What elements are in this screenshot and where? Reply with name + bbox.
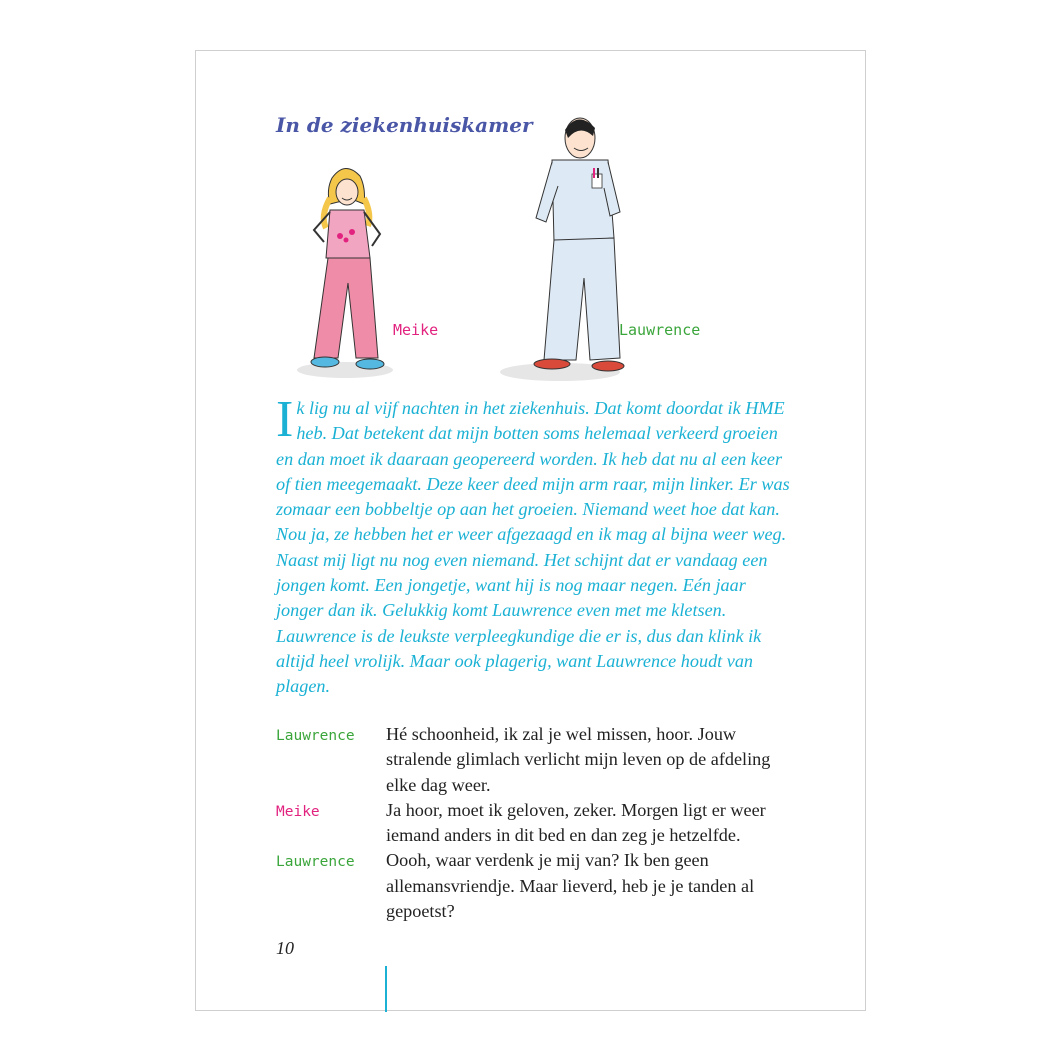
- chapter-title: In de ziekenhuiskamer: [276, 113, 533, 137]
- characters-illustration: [290, 108, 650, 393]
- speaker-name: Meike: [276, 803, 320, 820]
- page-marker-line: [385, 966, 387, 1012]
- dialogue-line: [276, 848, 796, 924]
- dialogue-text: Ja hoor, moet ik geloven, zeker. Morgen ligt er weer iemand anders in dit bed en dan zeg je hetzelfde.: [386, 799, 766, 846]
- story-paragraph: [276, 391, 796, 700]
- dialogue-text: Oooh, waar verdenk je mij van? Ik ben geen allemansvriendje. Maar lieverd, heb je je tanden al gepoetst?: [386, 850, 755, 922]
- speaker-name: Lauwrence: [276, 728, 355, 744]
- lauwrence-figure: [500, 118, 624, 381]
- lauwrence-label: Lauwrence: [619, 321, 701, 339]
- meike-figure: [297, 168, 393, 378]
- dialogue: [276, 722, 796, 924]
- story-text: k lig nu al vijf nachten in het ziekenhuis. Dat komt doordat ik HME heb. Dat betekent dat mijn botten soms helemaal verkeerd groeien en dan moet ik daaraan geopereerd worden. Ik heb dat nu al een keer of tien meegemaakt. Deze keer deed mijn arm raar, mijn linker. Er was zomaar een bobbeltje op aan het groeien. Niemand weet hoe dat kan. Nou ja, ze hebben het er weer afgezaagd en ik mag al bijna weer weg. Naast mij ligt nu nog even niemand. Het schijnt dat er vandaag een jongen komt. Een jongetje, want hij is nog maar negen. Eén jaar jonger dan ik. Gelukkig komt Lauwrence even met me kletsen. Lauwrence is de leukste verpleegkundige die er is, dus dan klink ik altijd heel vrolijk. Maar ook plagerig, want Lauwrence houdt van plagen.: [276, 398, 790, 697]
- speaker-name: Lauwrence: [276, 854, 355, 871]
- drop-cap: I: [276, 391, 294, 448]
- dialogue-line: [276, 798, 796, 849]
- dialogue-line: [276, 722, 796, 798]
- page-number: 10: [276, 938, 294, 958]
- dialogue-text: Hé schoonheid, ik zal je wel missen, hoor. Jouw stralende glimlach verlicht mijn leven op de afdeling elke dag weer.: [386, 724, 771, 795]
- meike-label: Meike: [393, 321, 439, 339]
